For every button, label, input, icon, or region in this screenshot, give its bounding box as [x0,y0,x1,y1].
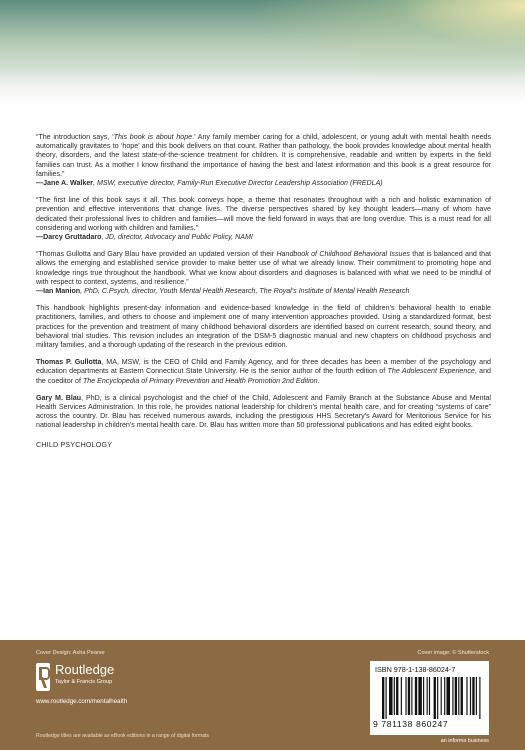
barcode-bar [427,677,428,715]
barcode-number: 9 781138 860247 [373,719,449,729]
barcode-bar [470,677,471,715]
review-text [36,250,491,287]
review-text [36,196,491,233]
text-run: , MA, MSW, is the CEO of Child and Family Agency, and for three decades has been a member of the psychology and education departments at Eastern Connecticut State University. He is the senior author of the fourth edition of [36,358,491,376]
ebook-note: Routledge titles are available as eBook editions in a range of digital formats [36,733,210,739]
reviewer-credentials: , JD, director, Advocacy and Public Policy, NAMI [101,233,253,242]
reviewer-name: —Ian Manion [36,287,81,296]
review-quote [36,196,491,242]
barcode-bar [466,677,467,715]
reviewer-credentials: , PhD, C.Psych, director, Youth Mental Health Research, The Royal’s Institute of Mental Health Research [80,287,410,296]
back-cover-text [36,133,491,450]
review-quote [36,133,491,188]
italic-text: The Encyclopedia of Primary Prevention and Health Promotion 2nd Edition [82,376,318,385]
barcode-bar [408,677,410,715]
publisher-name: Routledge [55,662,115,677]
reviewer-credentials: , MSW, executive director, Family-Run Executive Director Leadership Association (FREDLA) [93,179,383,188]
italic-text: Handbook of Childhood Behavioral Issues [276,250,410,259]
barcode-bar [476,677,477,715]
barcode-bar [441,677,442,715]
text-run: , PhD, is a clinical psychologist and the chief of the Child, Adolescent and Family Branch at the Substance Abuse and Mental Health Services Administration. In this role, he provides national leadership for children’s mental health care, and for creating “systems of care” across the country. Dr. Blau has received numerous awards, including the prestigious HHS Secretary’s Award for Meritorious Service for his national leadership in children’s mental health care. Dr. Blau has written more than 50 professional publications and has edited eight books. [36,393,492,430]
author-name: Thomas P. Gullotta [36,358,102,367]
barcode-bar [479,677,480,719]
text-run: . [317,376,320,385]
author-name: Gary M. Blau [36,393,82,402]
publisher-url: www.routledge.com/mentalhealth [36,698,128,705]
text-run: “The introduction says, ‘ [36,133,114,141]
barcode-bar [437,677,438,719]
barcode-bar [446,677,450,715]
barcode-bar [411,677,412,715]
author-bio [36,394,491,431]
publisher-group: Taylor & Francis Group [55,679,113,685]
category-label: CHILD PSYCHOLOGY [36,440,113,449]
barcode-bar [382,677,384,719]
barcode-bar [394,677,395,715]
barcode-bar [458,677,459,715]
book-description: This handbook highlights present-day information and evidence-based knowledge in the field of children’s behavioral health to enable practitioners, families, and others to choose and implement one of many intervention approaches provided. Using a standardized format, best practices for the prevention and treatment of many childhood behavioral disorders are identified based on current research, sound theory, and behavioral trial studies. This revision includes an integration of the DSM-5 diagnostic manual and new chapters on childhood psychosis and military families, and a thorough updating of the research in the previous edition. [36,304,491,350]
barcode-bar [434,677,436,719]
barcode-bar [401,677,402,715]
barcode-bar [418,677,422,715]
reviewer-name: —Darcy Gruttadaro [36,233,102,242]
barcode-bar [423,677,424,715]
barcode-bar [389,677,393,715]
review-text [36,133,491,179]
footer-bar [0,640,525,750]
cover-image-credit: Cover image: © Shutterstock [417,650,489,656]
barcode-bar [386,677,387,719]
barcode-icon [382,677,484,719]
barcode-bar [444,677,445,715]
text-run: , and the coeditor of [36,367,491,385]
cover-header-image [0,0,525,112]
review-attribution [36,287,491,296]
barcode-bar [415,677,417,715]
barcode-bar [461,677,463,715]
barcode-bar [405,677,406,715]
review-quote [36,250,491,296]
barcode-bar [396,677,398,715]
italic-text: This book is about hope [113,133,193,141]
informa-tagline: an informa business [440,738,489,744]
author-bio [36,358,491,386]
review-attribution [36,233,491,242]
review-attribution [36,179,491,188]
barcode-bar [472,677,474,715]
barcode-bar [455,677,457,715]
text-run: .’ Any family member caring for a child, adolescent, or young adult with mental health needs automatically gravitates to ‘hope’ and this book delivers on that count. Rather than pathology, the book provides knowledge about mental health theory, disorders, and the latest state-of-the-science treatment for children. It is comprehensive, readable and written by experts in the field families can trust. As a mother I know firsthand the importance of having the best and latest information and this book is a great resource for families.” [36,133,492,178]
cover-design-credit: Cover Design: Asha Pearse [36,650,105,656]
author-bios-section [36,358,491,430]
barcode-bar [429,677,430,715]
isbn-barcode-box [370,661,489,735]
barcode-bar [452,677,453,715]
text-run: “The first line of this book says it all. This book conveys hope, a theme that resonates throughout with a rich and holistic examination of prevention and effective interventions that change lives. The diverse perspectives shared by key thought leaders—many of whom have dedicated their professional lives to children and families—will move the field forward in ways that are long overdue. This is a must read for all considering and working with children and families.” [36,196,491,232]
text-run: “Thomas Gullotta and Gary Blau have provided an updated version of their [36,250,277,259]
italic-text: The Adolescent Experience [387,367,475,376]
routledge-r-icon [36,663,50,691]
reviews-section [36,133,491,296]
isbn-label: ISBN 978-1-138-86024-7 [375,665,456,674]
routledge-logo [36,662,166,694]
reviewer-name: —Jane A. Walker [36,179,94,188]
text-run: that is balanced and that allows the emerging and established service provider to make better use of what we already know. Their commitment to promoting hope and knowledge rings true throughout the handbook. What we know about disorders and diagnoses is balanced with what we need to be mindful of with respect to context, systems, and resilience.” [36,250,492,286]
description-section [36,304,491,350]
